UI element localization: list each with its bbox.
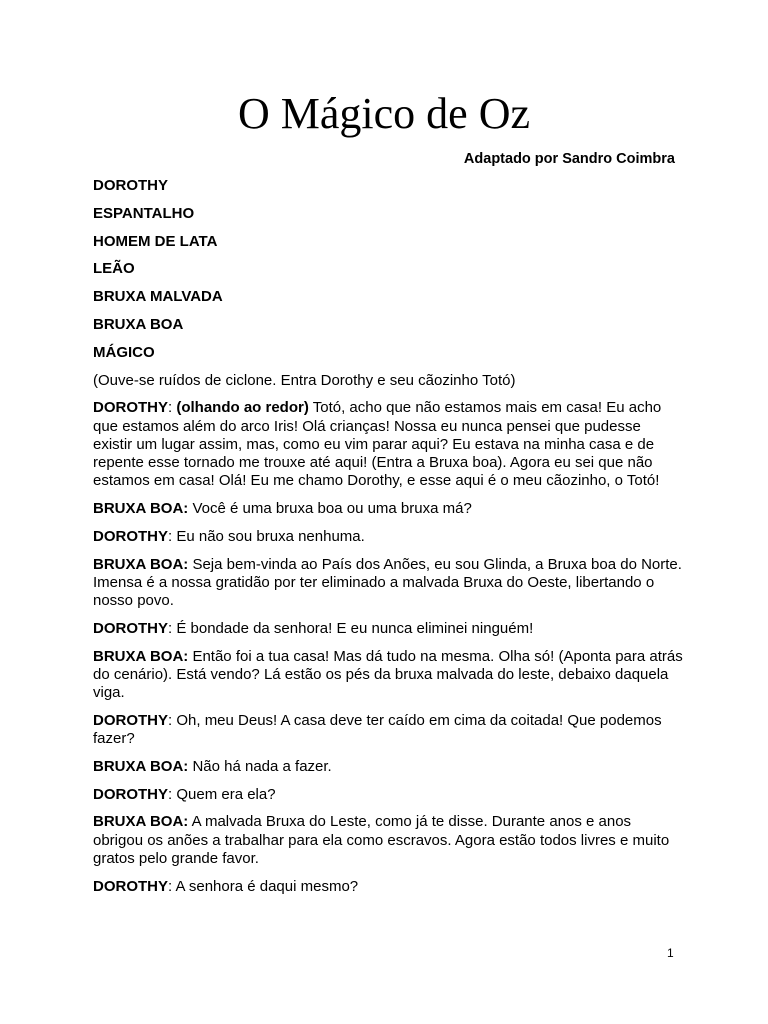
speaker-name: BRUXA BOA: bbox=[93, 757, 189, 775]
speaker-separator: : bbox=[168, 527, 177, 545]
speaker-name: DOROTHY bbox=[93, 711, 168, 729]
dialogue-text: Então foi a tua casa! Mas dá tudo na mesma. Olha só! (Aponta para atrás do cenário). Está vendo? Lá estão os pés da bruxa malvada do leste, debaixo daquela viga. bbox=[93, 647, 683, 701]
speaker-name: BRUXA BOA: bbox=[93, 813, 189, 831]
dialogue-line bbox=[93, 878, 683, 896]
dialogue-text: Seja bem-vinda ao País dos Anões, eu sou Glinda, a Bruxa boa do Norte. Imensa é a nossa gratidão por ter eliminado a malvada Bruxa do Oeste, libertando o nosso povo. bbox=[93, 555, 682, 609]
speaker-separator: : bbox=[168, 619, 177, 637]
page-title: O Mágico de Oz bbox=[237, 89, 530, 138]
speaker-separator: : bbox=[168, 399, 177, 417]
dialogue-line bbox=[93, 528, 683, 546]
dialogue-text: A senhora é daqui mesmo? bbox=[175, 877, 359, 895]
dialogue-line bbox=[93, 620, 683, 638]
speaker-name: DOROTHY bbox=[93, 399, 168, 417]
character-list-item: BRUXA BOA bbox=[93, 315, 184, 333]
dialogue-text: Totó, acho que não estamos mais em casa! Eu acho que estamos além do arco Iris! Olá crianças! Nossa eu nunca pensei que pudesse existir um lugar assim, mas, como eu vim parar aqui? Eu estava na minha casa e de repente esse tornado me trouxe até aqui! (Entra a Bruxa boa). Agora eu sei que não estamos em casa! Olá! Eu me chamo Dorothy, e esse aqui é o meu cãozinho, o Totó! bbox=[93, 399, 662, 490]
dialogue-text: Eu não sou bruxa nenhuma. bbox=[176, 527, 365, 545]
dialogue-text: Não há nada a fazer. bbox=[192, 757, 332, 775]
character-list-item: LEÃO bbox=[93, 260, 135, 278]
page-number: 1 bbox=[667, 946, 674, 960]
dialogue-line bbox=[93, 648, 683, 703]
dialogue-line bbox=[93, 399, 683, 490]
speaker-name: BRUXA BOA: bbox=[93, 499, 189, 517]
dialogue-line bbox=[93, 758, 683, 776]
dialogue-text: Você é uma bruxa boa ou uma bruxa má? bbox=[192, 499, 472, 517]
stage-direction-inline: (olhando ao redor) bbox=[176, 399, 309, 417]
speaker-name: DOROTHY bbox=[93, 619, 168, 637]
speaker-separator: : bbox=[168, 877, 176, 895]
author-credit: Adaptado por Sandro Coimbra bbox=[463, 151, 675, 167]
dialogue-line bbox=[93, 813, 683, 868]
dialogue-line bbox=[93, 556, 683, 611]
character-list-item: HOMEM DE LATA bbox=[93, 232, 218, 250]
dialogue-line bbox=[93, 500, 683, 518]
dialogue-text: Oh, meu Deus! A casa deve ter caído em cima da coitada! Que podemos fazer? bbox=[93, 711, 662, 747]
character-list-item: DOROTHY bbox=[93, 177, 168, 194]
dialogue-line bbox=[93, 786, 683, 804]
speaker-separator: : bbox=[168, 785, 177, 803]
speaker-name: BRUXA BOA: bbox=[93, 555, 189, 573]
character-list-item: MÁGICO bbox=[93, 343, 155, 361]
speaker-separator: : bbox=[168, 711, 177, 729]
speaker-name: DOROTHY bbox=[93, 877, 168, 895]
speaker-name: DOROTHY bbox=[93, 785, 168, 803]
script-body bbox=[93, 177, 683, 905]
character-list-item: BRUXA MALVADA bbox=[93, 288, 223, 306]
dialogue-line bbox=[93, 712, 683, 748]
dialogue-text: Quem era ela? bbox=[176, 785, 276, 803]
character-list-item: ESPANTALHO bbox=[93, 204, 195, 222]
speaker-name: BRUXA BOA: bbox=[93, 647, 189, 665]
stage-direction: (Ouve-se ruídos de ciclone. Entra Dorothy e seu cãozinho Totó) bbox=[93, 371, 516, 389]
speaker-name: DOROTHY bbox=[93, 527, 168, 545]
dialogue-text: É bondade da senhora! E eu nunca eliminei ninguém! bbox=[176, 619, 534, 637]
dialogue-text: A malvada Bruxa do Leste, como já te disse. Durante anos e anos obrigou os anões a trabalhar para ela como escravos. Agora estão todos livres e muito gratos pelo grande favor. bbox=[93, 813, 670, 867]
